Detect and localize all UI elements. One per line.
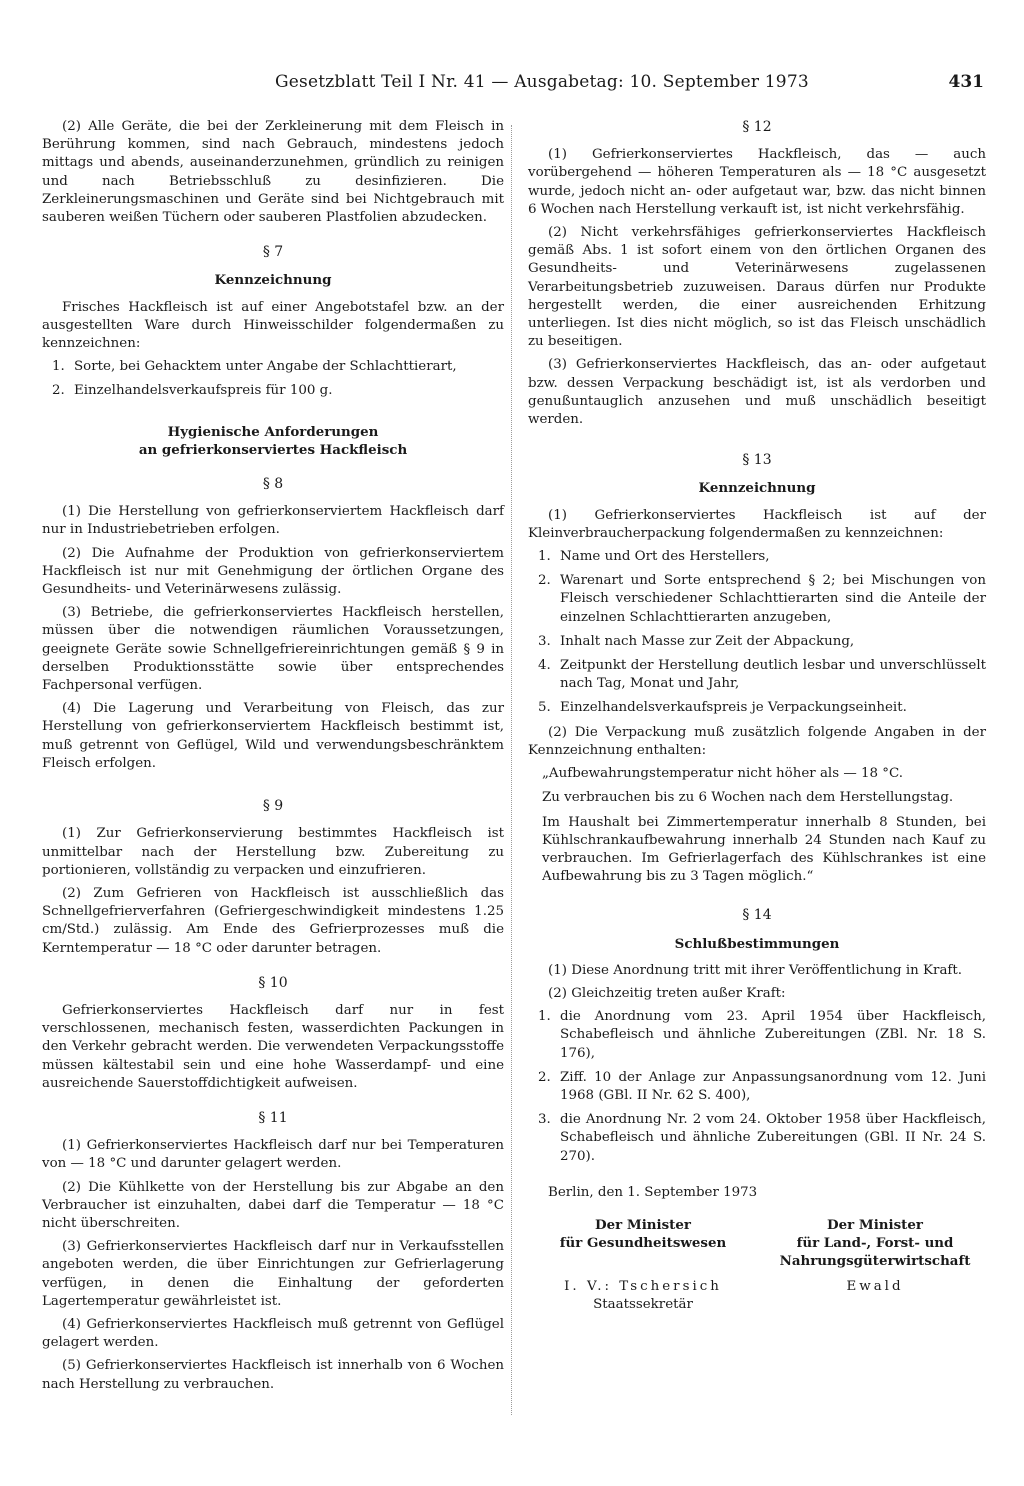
section-14-list xyxy=(528,1008,986,1166)
list-text: Sorte, bei Gehacktem unter Angabe der Schlachttierart, xyxy=(74,359,457,375)
section-9-number: § 9 xyxy=(262,798,284,815)
list-text: Einzelhandelsverkaufspreis je Verpackungseinheit. xyxy=(560,700,907,716)
paragraph-6-2: (2) Alle Geräte, die bei der Zerkleinerung mit dem Fleisch in Berührung kommen, sind nach Gebrauch, mindestens jedoch mittags und abends, auseinanderzunehmen, gründlich zu reinigen und nach Betriebsschluß zu desinfizieren. Die Zerkleinerungsmaschinen und Geräte sind bei Nichtgebrauch mit sauberen weißen Tüchern oder sauberen Plastfolien abzudecken. xyxy=(42,119,504,226)
section-12-1: (1) Gefrierkonserviertes Hackfleisch, das — auch vorübergehend — höheren Temperaturen als — 18 °C ausgesetzt wurde, jedoch nicht an- oder aufgetaut war, bzw. das nicht binnen 6 Wochen nach Herstellung verkauft ist, ist nicht verkehrsfähig. xyxy=(528,147,986,217)
section-10-number: § 10 xyxy=(258,974,288,991)
list-number: 4. xyxy=(538,658,551,674)
list-item xyxy=(528,657,986,693)
list-number: 2. xyxy=(52,383,65,399)
column-divider xyxy=(511,125,512,1415)
section-7-list xyxy=(42,358,504,400)
section-13-1: (1) Gefrierkonserviertes Hackfleisch ist auf der Kleinverbraucherpackung folgendermaßen zu kennzeichnen: xyxy=(528,507,986,541)
section-9-2: (2) Zum Gefrieren von Hackfleisch ist ausschließlich das Schnellgefrierverfahren (Gefriergeschwindigkeit mindestens 1.25 cm/Std.) zulässig. Am Ende des Gefrierprozesses muß die Kerntemperatur — 18 °C oder darunter betragen. xyxy=(42,885,504,956)
list-number: 2. xyxy=(538,1069,551,1085)
signer-title-line: Der Minister xyxy=(827,1216,923,1233)
list-item xyxy=(528,1069,986,1105)
section-13-2: (2) Die Verpackung muß zusätzlich folgende Angaben in der Kennzeichnung enthalten: xyxy=(528,724,986,758)
signer-title-line: Der Minister xyxy=(595,1216,691,1233)
list-number: 1. xyxy=(52,359,65,375)
list-text: die Anordnung Nr. 2 vom 24. Oktober 1958 über Hackfleisch, Schabefleisch und ähnliche Zubereitungen (GBl. II Nr. 24 S. 270). xyxy=(560,1112,986,1164)
place-date: Berlin, den 1. September 1973 xyxy=(548,1184,758,1200)
section-11-number: § 11 xyxy=(258,1109,288,1126)
list-text: Ziff. 10 der Anlage zur Anpassungsanordnung vom 12. Juni 1968 (GBl. II Nr. 62 S. 400), xyxy=(560,1069,986,1103)
right-column xyxy=(528,118,986,1326)
page-header xyxy=(60,72,984,102)
header-title: Gesetzblatt Teil I Nr. 41 — Ausgabetag: 10. September 1973 xyxy=(275,72,809,92)
quote-line-1: „Aufbewahrungstemperatur nicht höher als — 18 °C. xyxy=(542,766,904,782)
list-item xyxy=(42,382,504,400)
list-number: 3. xyxy=(538,633,551,649)
signer-name: I. V.: Tschersich xyxy=(564,1278,722,1294)
section-14-heading: Schlußbestimmungen xyxy=(674,935,840,952)
section-8-4: (4) Die Lagerung und Verarbeitung von Fleisch, das zur Herstellung von gefrierkonserviertem Hackfleisch bestimmt ist, muß getrennt von Geflügel, Wild und verwendungsbeschränktem Fleisch erfolgen. xyxy=(42,701,504,771)
list-text: Einzelhandelsverkaufspreis für 100 g. xyxy=(74,383,333,399)
signer-name: Ewald xyxy=(846,1278,904,1294)
section-12-3: (3) Gefrierkonserviertes Hackfleisch, das an- oder aufgetaut bzw. dessen Verpackung beschädigt ist, ist als verdorben und genußuntauglich anzusehen und muß unschädlich beseitigt werden. xyxy=(528,357,986,428)
signature-health-minister xyxy=(528,1216,758,1314)
list-item xyxy=(528,548,986,566)
list-text: Name und Ort des Herstellers, xyxy=(560,549,770,565)
section-13-list xyxy=(528,548,986,718)
signer-title-line: für Land-, Forst- und xyxy=(796,1234,954,1251)
page-number: 431 xyxy=(948,72,984,92)
list-text: Warenart und Sorte entsprechend § 2; bei Mischungen von Fleisch verschiedener Schlachttierarten sind die Anteile der einzelnen Schlachttierarten anzugeben, xyxy=(560,573,986,625)
section-11-4: (4) Gefrierkonserviertes Hackfleisch muß getrennt von Geflügel gelagert werden. xyxy=(42,1316,504,1351)
list-number: 1. xyxy=(538,1009,551,1025)
list-item xyxy=(42,358,504,376)
section-7-number: § 7 xyxy=(262,244,284,261)
section-10-text: Gefrierkonserviertes Hackfleisch darf nur in fest verschlossenen, mechanisch festen, wasserdichten Packungen in den Verkehr gebracht werden. Die verwendeten Verpackungsstoffe müssen kältestabil sein und eine hohe Wasserdampf- und eine ausreichende Sauerstoffdichtigkeit aufweisen. xyxy=(42,1002,504,1091)
list-text: Inhalt nach Masse zur Zeit der Abpackung, xyxy=(560,633,855,649)
section-11-5: (5) Gefrierkonserviertes Hackfleisch ist innerhalb von 6 Wochen nach Herstellung zu verbrauchen. xyxy=(42,1358,504,1392)
section-13-heading: Kennzeichnung xyxy=(698,480,816,497)
list-item xyxy=(528,633,986,651)
list-number: 2. xyxy=(538,573,551,589)
signer-title-line: Nahrungsgüterwirtschaft xyxy=(779,1252,971,1269)
section-12-number: § 12 xyxy=(742,119,772,135)
signer-title-line: für Gesundheitswesen xyxy=(559,1234,727,1251)
signature-agriculture-minister xyxy=(760,1216,990,1296)
list-item xyxy=(528,1008,986,1063)
hygiene-heading-line-1: Hygienische Anforderungen xyxy=(167,423,379,440)
left-column xyxy=(42,118,504,1399)
signer-role: Staatssekretär xyxy=(593,1296,693,1312)
list-item xyxy=(528,699,986,717)
section-8-1: (1) Die Herstellung von gefrierkonserviertem Hackfleisch darf nur in Industriebetrieben erfolgen. xyxy=(42,504,504,538)
section-7-intro: Frisches Hackfleisch ist auf einer Angebotstafel bzw. an der ausgestellten Ware durch Hinweisschilder folgendermaßen zu kennzeichnen: xyxy=(42,299,504,352)
section-11-2: (2) Die Kühlkette von der Herstellung bis zur Abgabe an den Verbraucher ist einzuhalten, dabei darf die Temperatur — 18 °C nicht überschreiten. xyxy=(42,1179,504,1231)
quote-line-2: Zu verbrauchen bis zu 6 Wochen nach dem Herstellungstag. xyxy=(542,790,954,806)
list-text: Zeitpunkt der Herstellung deutlich lesbar und unverschlüsselt nach Tag, Monat und Jahr, xyxy=(560,658,986,692)
section-14-number: § 14 xyxy=(742,907,772,924)
section-8-3: (3) Betriebe, die gefrierkonserviertes Hackfleisch herstellen, müssen über die notwendigen räumlichen Voraussetzungen, geeignete Geräte sowie Schnellgefriereinrichtungen gemäß § 9 in derselben Produktionsstätte sowie über entsprechendes Fachpersonal verfügen. xyxy=(42,605,504,694)
section-11-1: (1) Gefrierkonserviertes Hackfleisch darf nur bei Temperaturen von — 18 °C und darunter gelagert werden. xyxy=(42,1138,504,1172)
section-8-number: § 8 xyxy=(262,476,284,493)
list-number: 3. xyxy=(538,1112,551,1128)
list-item xyxy=(528,572,986,627)
list-text: die Anordnung vom 23. April 1954 über Hackfleisch, Schabefleisch und ähnliche Zubereitungen (ZBl. Nr. 18 S. 176), xyxy=(560,1009,986,1061)
list-number: 1. xyxy=(538,549,551,565)
section-13-number: § 13 xyxy=(742,452,772,469)
section-9-1: (1) Zur Gefrierkonservierung bestimmtes Hackfleisch ist unmittelbar nach der Herstellung bzw. Zubereitung zu portionieren, vollständig zu verpacken und einzufrieren. xyxy=(42,826,504,878)
section-8-2: (2) Die Aufnahme der Produktion von gefrierkonserviertem Hackfleisch ist nur mit Genehmigung der örtlichen Organe des Gesundheits- und Veterinärwesens zulässig. xyxy=(42,545,504,598)
list-number: 5. xyxy=(538,700,551,716)
section-7-heading: Kennzeichnung xyxy=(214,272,332,289)
list-item xyxy=(528,1111,986,1166)
signature-block xyxy=(528,1216,986,1326)
hygiene-heading-line-2: an gefrierkonserviertes Hackfleisch xyxy=(138,441,408,458)
section-14-1: (1) Diese Anordnung tritt mit ihrer Veröffentlichung in Kraft. xyxy=(548,962,963,978)
section-14-2: (2) Gleichzeitig treten außer Kraft: xyxy=(548,985,786,1001)
section-11-3: (3) Gefrierkonserviertes Hackfleisch darf nur in Verkaufsstellen angeboten werden, die über Einrichtungen zur Gefrierlagerung verfügen, in denen die Einhaltung der geforderten Lagertemperatur gewährleistet ist. xyxy=(42,1239,504,1309)
section-12-2: (2) Nicht verkehrsfähiges gefrierkonserviertes Hackfleisch gemäß Abs. 1 ist sofort einem von den örtlichen Organen des Gesundheits- und Veterinärwesens zugelassenen Verarbeitungsbetrieb zuzuweisen. Daraus dürfen nur Produkte hergestellt werden, die einer ausreichenden Erhitzung unterliegen. Ist dies nicht möglich, so ist das Fleisch unschädlich zu beseitigen. xyxy=(528,225,986,350)
quote-line-3: Im Haushalt bei Zimmertemperatur innerhalb 8 Stunden, bei Kühlschrankaufbewahrung innerhalb 24 Stunden nach Kauf zu verbrauchen. Im Gefrierlagerfach des Kühlschrankes ist eine Aufbewahrung bis zu 3 Tagen möglich.“ xyxy=(542,814,986,885)
